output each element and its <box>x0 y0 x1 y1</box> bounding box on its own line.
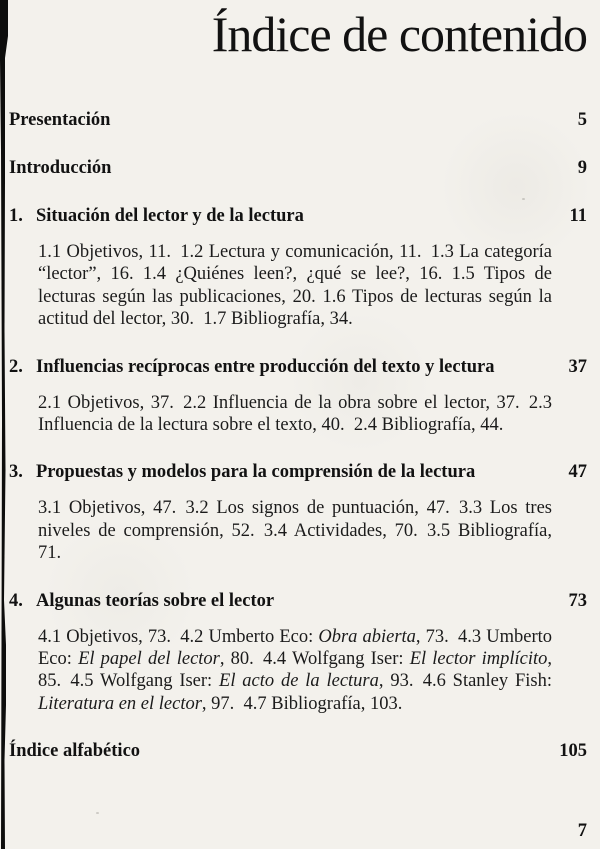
toc-entry-indice-alfabetico <box>9 740 587 763</box>
scan-speck <box>522 198 525 200</box>
chapter-heading <box>9 205 587 228</box>
chapter-title: Propuestas y modelos para la comprensión de la lectura <box>36 462 476 483</box>
scan-speck <box>96 812 99 814</box>
chapter-title: Situación del lector y de la lectura <box>36 206 304 226</box>
chapter-page-number: 73 <box>568 590 587 611</box>
chapter-title: Algunas teorías sobre el lector <box>36 590 275 611</box>
chapter-detail: 3.1 Objetivos, 47. 3.2 Los signos de puntuación, 47. 3.3 Los tres niveles de comprensión, 52. 3.4 Actividades, 70. 3.5 Bibliografía, 71. <box>38 498 552 564</box>
chapter-detail: 2.1 Objetivos, 37. 2.2 Influencia de la obra sobre el lector, 37. 2.3 Influencia de la lectura sobre el texto, 40. 2.4 Bibliografía, 44. <box>38 392 552 436</box>
chapter-2-section <box>9 356 587 437</box>
chapter-heading <box>9 461 587 484</box>
chapter-4-section <box>9 590 587 716</box>
chapter-number: 3. <box>9 462 23 483</box>
page-title: Índice de contenido <box>211 6 587 62</box>
chapter-page-number: 11 <box>569 206 587 226</box>
chapter-heading <box>9 590 587 613</box>
toc-entry-presentacion <box>9 109 587 132</box>
toc-entry-introduccion <box>9 157 587 180</box>
entry-page-number: 9 <box>577 158 587 178</box>
chapter-title: Influencias recíprocas entre producción del texto y lectura <box>36 356 495 377</box>
entry-page-number: 105 <box>559 741 587 762</box>
chapter-3-section <box>9 461 587 564</box>
chapter-heading <box>9 356 587 379</box>
chapter-page-number: 47 <box>568 462 587 483</box>
entry-page-number: 5 <box>577 110 587 130</box>
chapter-number: 2. <box>9 356 23 377</box>
entry-label: Introducción <box>9 158 112 178</box>
chapter-detail: 1.1 Objetivos, 11. 1.2 Lectura y comunicación, 11. 1.3 La categoría “lector”, 16. 1.4 ¿Quiénes leen?, ¿qué se lee?, 16. 1.5 Tipos de lecturas según las publicaciones, 20. 1.6 Tipos de lecturas según la actitud del lector, 30. 1.7 Bibliografía, 34. <box>38 242 552 330</box>
chapter-number: 4. <box>9 590 23 611</box>
page-number: 7 <box>577 821 587 841</box>
chapter-detail: 4.1 Objetivos, 73. 4.2 Umberto Eco: Obra abierta, 73. 4.3 Umberto Eco: El papel del lector, 80. 4.4 Wolfgang Iser: El lector implícito, 85. 4.5 Wolfgang Iser: El acto de la lectura, 93. 4.6 Stanley Fish: Literatura en el lector, 97. 4.7 Bibliografía, 103. <box>38 626 553 714</box>
entry-label: Presentación <box>9 110 111 130</box>
chapter-page-number: 37 <box>568 356 587 377</box>
chapter-number: 1. <box>9 206 23 226</box>
entry-label: Índice alfabético <box>9 741 141 762</box>
chapter-1-section <box>9 205 587 331</box>
